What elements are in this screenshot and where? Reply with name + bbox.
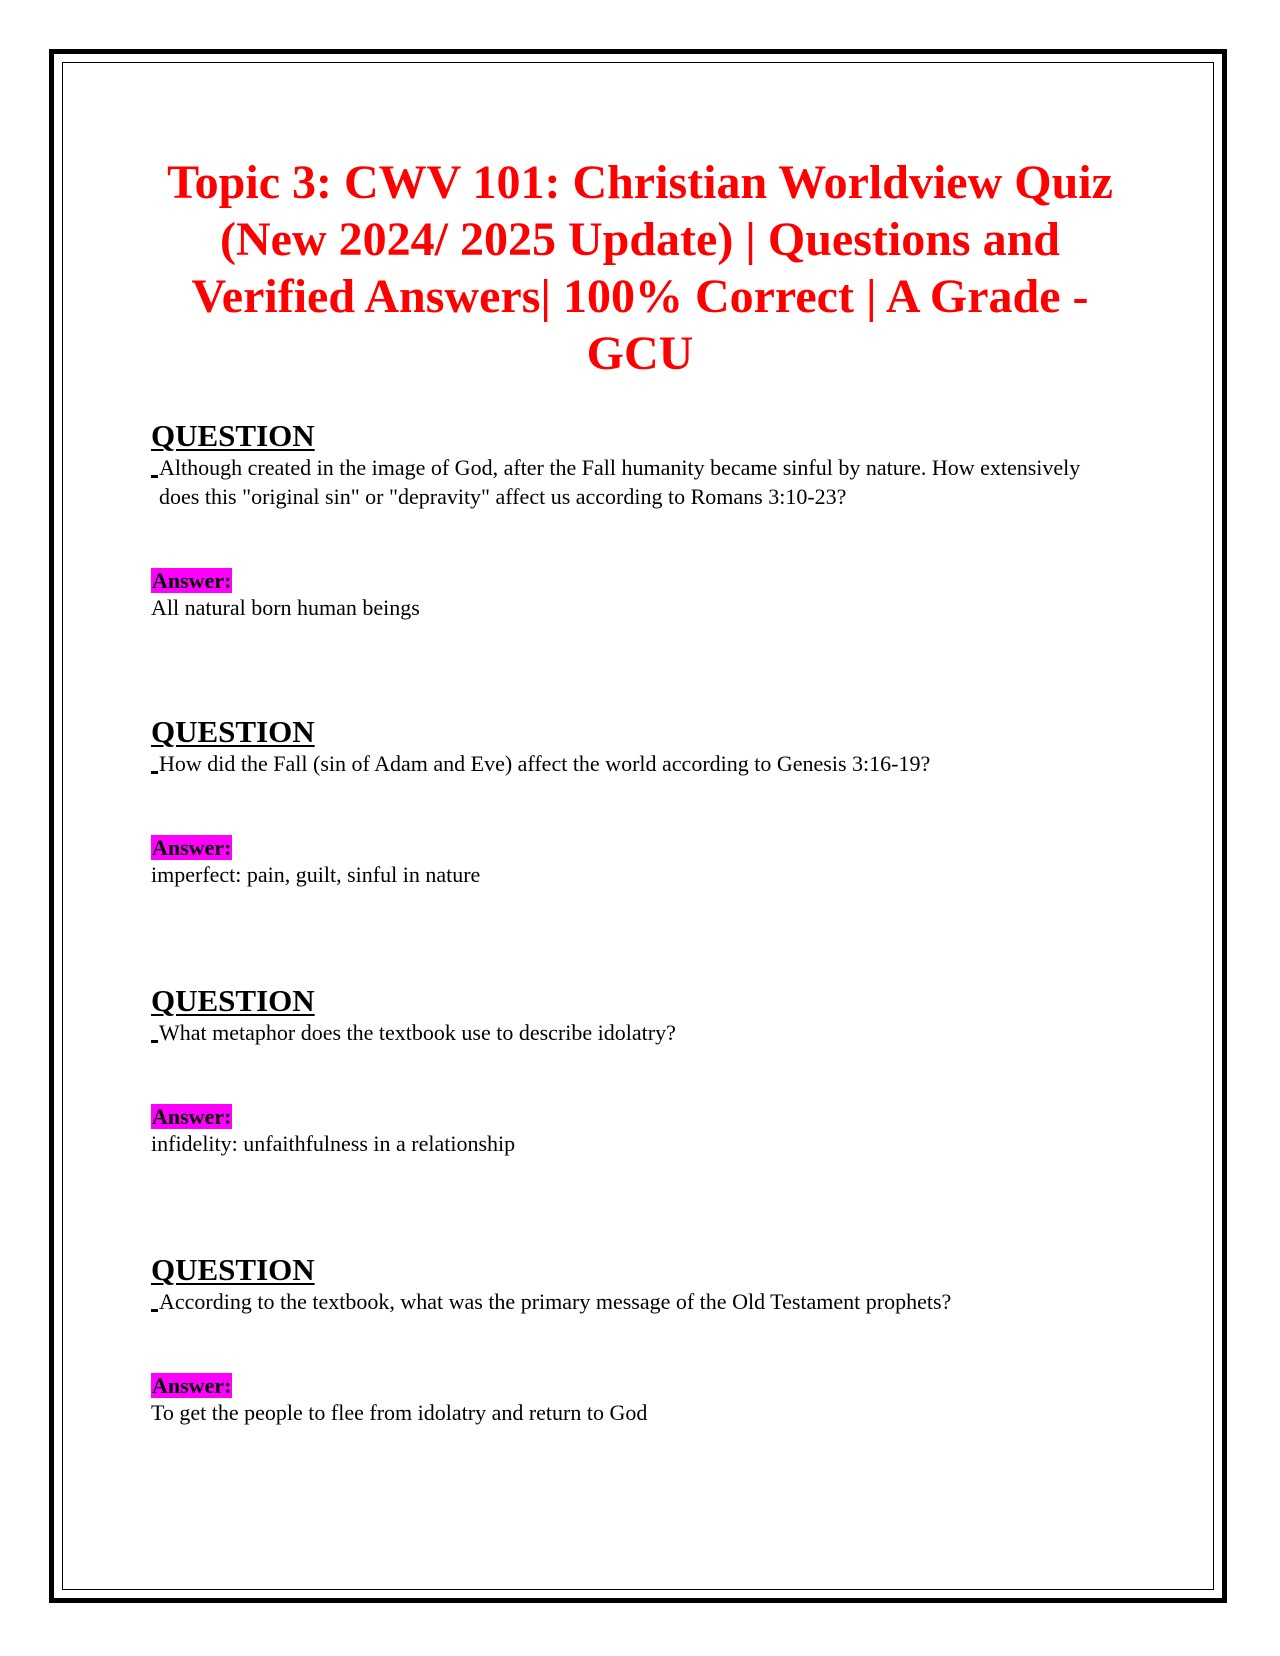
answer-label: Answer: (152, 568, 232, 593)
question-heading: QUESTION (151, 983, 315, 1018)
qa-item-3 (151, 984, 1111, 1158)
answer-text: infidelity: unfaithfulness in a relationship (151, 1131, 516, 1156)
question-heading: QUESTION (151, 418, 315, 453)
answer-text: To get the people to flee from idolatry and return to God (151, 1400, 648, 1425)
qa-item-2 (151, 715, 1111, 889)
answer-text: imperfect: pain, guilt, sinful in nature (151, 862, 481, 887)
question-text-content: Although created in the image of God, after the Fall humanity became sinful by nature. How extensively does this "original sin" or "depravity" affect us according to Romans 3:10-23? (159, 455, 1081, 509)
qa-item-4 (151, 1253, 1111, 1427)
answer-label: Answer: (152, 835, 232, 860)
document-title: Topic 3: CWV 101: Christian Worldview Quiz (New 2024/ 2025 Update) | Questions and Verified Answers| 100% Correct | A Grade -GCU (167, 156, 1113, 380)
answer-text: All natural born human beings (151, 595, 420, 620)
question-marker (151, 475, 158, 478)
question-text-content: According to the textbook, what was the primary message of the Old Testament prophets? (159, 1289, 952, 1314)
question-text (151, 749, 1111, 778)
qa-item-1 (151, 419, 1111, 622)
answer-label: Answer: (152, 1104, 232, 1129)
question-marker (151, 1309, 158, 1312)
question-heading: QUESTION (151, 714, 315, 749)
question-marker (151, 771, 158, 774)
question-text (151, 1287, 1111, 1316)
question-text-content: What metaphor does the textbook use to describe idolatry? (159, 1020, 676, 1045)
question-text (151, 1018, 1111, 1047)
question-text (151, 453, 1111, 511)
question-text-content: How did the Fall (sin of Adam and Eve) affect the world according to Genesis 3:16-19? (159, 751, 931, 776)
question-marker (151, 1040, 158, 1043)
answer-label: Answer: (152, 1373, 232, 1398)
question-heading: QUESTION (151, 1252, 315, 1287)
